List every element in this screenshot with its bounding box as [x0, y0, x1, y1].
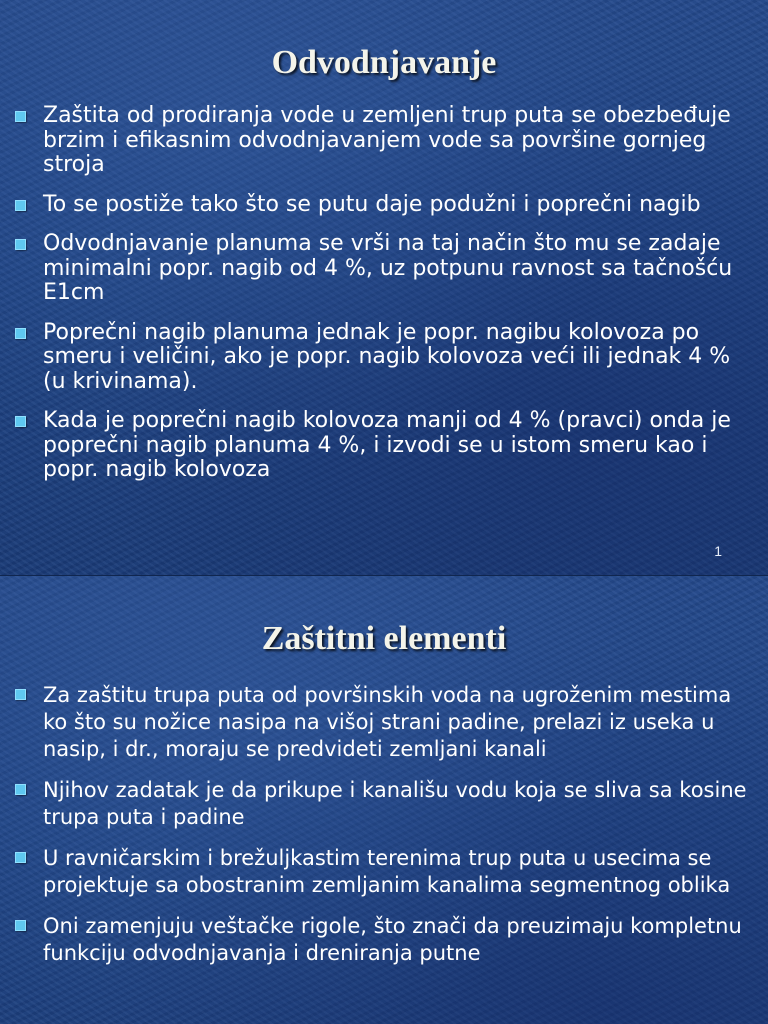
bullet-text: To se postiže tako što se putu daje podužni i poprečni nagib	[43, 191, 701, 217]
slide-title: Odvodnjavanje	[271, 44, 497, 81]
slide-number: 1	[714, 543, 722, 559]
square-bullet-icon	[15, 200, 26, 211]
slide-2	[0, 576, 768, 1024]
bullet-text: Zaštita od prodiranja vode u zemljeni trup puta se obezbeđuje brzim i efikasnim odvodnjavanjem vode sa površine gornjeg stroja	[43, 103, 731, 177]
list-item	[14, 777, 754, 831]
square-bullet-icon	[15, 920, 26, 931]
list-item	[14, 845, 754, 899]
square-bullet-icon	[15, 852, 26, 863]
square-bullet-icon	[15, 239, 26, 250]
square-bullet-icon	[15, 328, 26, 339]
slide-title: Zaštitni elementi	[261, 620, 507, 657]
square-bullet-icon	[15, 784, 26, 795]
square-bullet-icon	[15, 416, 26, 427]
bullet-text: U ravničarskim i brežuljkastim terenima trup puta u usecima se projektuje sa obostranim zemljanim kanalima segmentnog oblika	[43, 846, 731, 897]
square-bullet-icon	[15, 111, 26, 122]
bullet-list	[14, 682, 754, 981]
bullet-text: Za zaštitu trupa puta od površinskih voda na ugroženim mestima ko što su nožice nasipa na višoj strani padine, prelazi iz useka u nasip, i dr., moraju se predvideti zemljani kanali	[43, 683, 732, 761]
list-item	[14, 193, 754, 218]
bullet-text: Oni zamenjuju veštačke rigole, što znači da preuzimaju kompletnu funkciju odvodnjavanja i dreniranja putne	[43, 914, 742, 965]
bullet-text: Poprečni nagib planuma jednak je popr. nagibu kolovoza po smeru i veličini, ako je popr. nagib kolovoza veći ili jednak 4 % (u krivinama).	[43, 319, 731, 394]
list-item	[14, 682, 754, 763]
list-item	[14, 409, 754, 483]
list-item	[14, 104, 754, 178]
bullet-text: Kada je poprečni nagib kolovoza manji od 4 % (pravci) onda je poprečni nagib planuma 4 %, i izvodi se u istom smeru kao i popr. nagib kolovoza	[43, 408, 731, 482]
list-item	[14, 232, 754, 306]
square-bullet-icon	[15, 689, 26, 700]
bullet-text: Njihov zadatak je da prikupe i kanališu vodu koja se sliva sa kosine trupa puta i padine	[43, 778, 747, 829]
list-item	[14, 913, 754, 967]
bullet-list	[14, 104, 754, 498]
list-item	[14, 321, 754, 395]
bullet-text: Odvodnjavanje planuma se vrši na taj način što mu se zadaje minimalni popr. nagib od 4 %, uz potpunu ravnost sa tačnošću E1cm	[43, 231, 733, 305]
